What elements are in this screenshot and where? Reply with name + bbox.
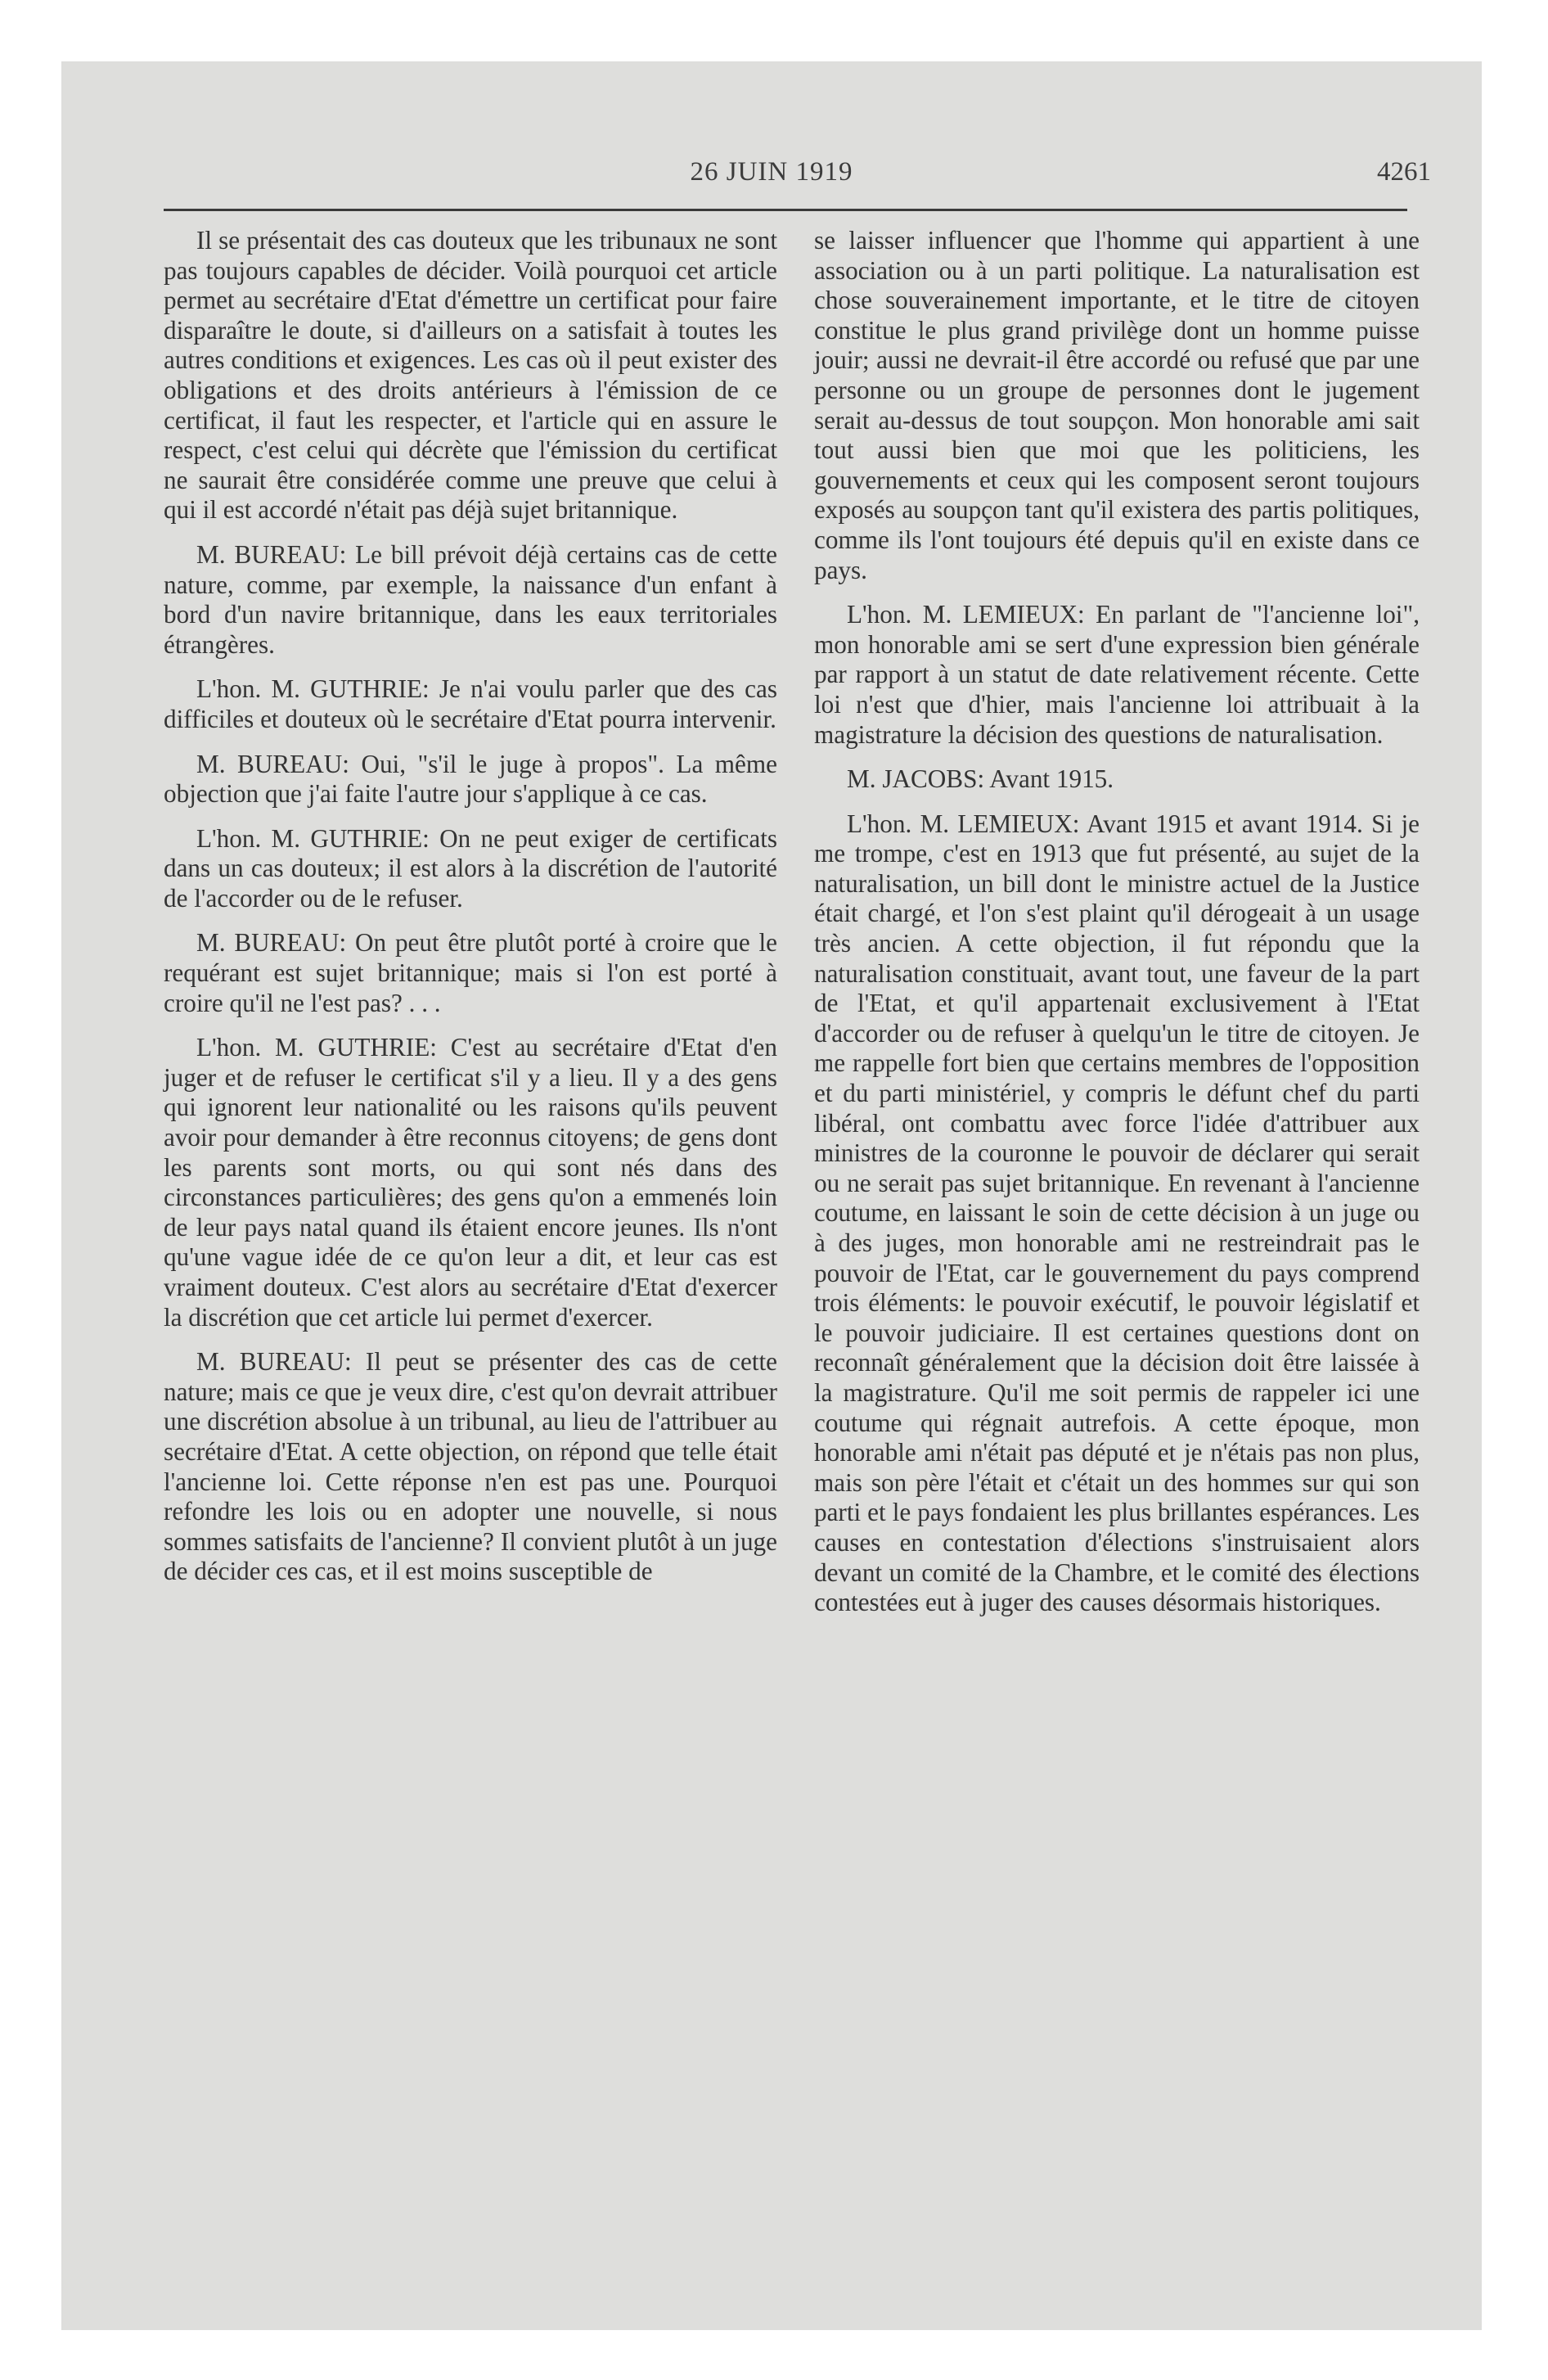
paragraph: L'hon. M. LEMIEUX: En parlant de "l'ancienne loi", mon honorable ami se sert d'une expression bien générale par rapport à un statut de date relativement récente. Cette loi n'est que d'hier, mais l'ancienne loi attribuait à la magistrature la décision des questions de naturalisation.	[814, 600, 1420, 749]
page-date: 26 JUIN 1919	[690, 157, 853, 187]
paragraph: M. BUREAU: Il peut se présenter des cas de cette nature; mais ce que je veux dire, c'est qu'on devrait attribuer une discrétion absolue à un tribunal, au lieu de l'attribuer au secrétaire d'Etat. A cette objection, on répond que telle était l'ancienne loi. Cette réponse n'en est pas une. Pourquoi refondre les lois ou en adopter une nouvelle, si nous sommes satisfaits de l'ancienne? Il convient plutôt à un juge de décider ces cas, et il est moins susceptible de	[164, 1347, 777, 1586]
paragraph: L'hon. M. GUTHRIE: Je n'ai voulu parler que des cas difficiles et douteux où le secrétaire d'Etat pourra intervenir.	[164, 674, 777, 733]
page-number: 4261	[1377, 157, 1431, 187]
left-column	[164, 226, 777, 1602]
paragraph: se laisser influencer que l'homme qui appartient à une association ou à un parti politique. La naturalisation est chose souverainement importante, et le titre de citoyen constitue le plus grand privilège dont un homme puisse jouir; aussi ne devrait-il être accordé ou refusé que par une personne ou un groupe de personnes dont le jugement serait au-dessus de tout soupçon. Mon honorable ami sait tout aussi bien que moi que les politiciens, les gouvernements et ceux qui les composent seront toujours exposés au soupçon tant qu'il existera des partis politiques, comme ils l'ont toujours été depuis qu'il en existe dans ce pays.	[814, 226, 1420, 584]
paragraph: L'hon. M. GUTHRIE: C'est au secrétaire d'Etat d'en juger et de refuser le certificat s'il y a lieu. Il y a des gens qui ignorent leur nationalité ou les raisons qu'ils peuvent avoir pour demander à être reconnus citoyens; de gens dont les parents sont morts, ou qui sont nés dans des circonstances particulières; des gens qu'on a emmenés loin de leur pays natal quand ils étaient encore jeunes. Ils n'ont qu'une vague idée de ce qu'on leur a dit, et leur cas est vraiment douteux. C'est alors au secrétaire d'Etat d'exercer la discrétion que cet article lui permet d'exercer.	[164, 1033, 777, 1332]
paragraph: Il se présentait des cas douteux que les tribunaux ne sont pas toujours capables de décider. Voilà pourquoi cet article permet au secrétaire d'Etat d'émettre un certificat pour faire disparaître le doute, si d'ailleurs on a satisfait à toutes les autres conditions et exigences. Les cas où il peut exister des obligations et des droits antérieurs à l'émission de ce certificat, il faut les respecter, et l'article qui en assure le respect, c'est celui qui décrète que l'émission du certificat ne saurait être considérée comme une preuve que celui à qui il est accordé n'était pas déjà sujet britannique.	[164, 226, 777, 525]
paragraph: M. BUREAU: On peut être plutôt porté à croire que le requérant est sujet britannique; mais si l'on est porté à croire qu'il ne l'est pas? . . .	[164, 928, 777, 1017]
right-column	[814, 226, 1420, 1633]
paragraph: L'hon. M. GUTHRIE: On ne peut exiger de certificats dans un cas douteux; il est alors à la discrétion de l'autorité de l'accorder ou de le refuser.	[164, 823, 777, 913]
page-header	[61, 88, 1482, 187]
paragraph: M. BUREAU: Le bill prévoit déjà certains cas de cette nature, comme, par exemple, la naissance d'un enfant à bord d'un navire britannique, dans les eaux territoriales étrangères.	[164, 539, 777, 659]
paragraph: M. JACOBS: Avant 1915.	[847, 764, 1114, 794]
paragraph: L'hon. M. LEMIEUX: Avant 1915 et avant 1914. Si je me trompe, c'est en 1913 que fut présenté, au sujet de la naturalisation, un bill dont le ministre actuel de la Justice était chargé, et l'on s'est plaint qu'il dérogeait à un usage très ancien. A cette objection, il fut répondu que la naturalisation constituait, avant tout, une faveur de la part de l'Etat, et qu'il appartenait exclusivement à l'Etat d'accorder ou de refuser à quelqu'un le titre de citoyen. Je me rappelle fort bien que certains membres de l'opposition et du parti ministériel, y compris le défunt chef du parti libéral, ont combattu avec force l'idée d'attribuer aux ministres de la couronne le pouvoir de déclarer qui serait ou ne serait pas sujet britannique. En revenant à l'ancienne coutume, en laissant le soin de cette décision à un juge ou à des juges, mon honorable ami ne restreindrait pas le pouvoir de l'Etat, car le gouvernement du pays comprend trois éléments: le pouvoir exécutif, le pouvoir législatif et le pouvoir judiciaire. Il est certaines questions dont on reconnaît généralement que la décision doit être laissée à la magistrature. Qu'il me soit permis de rappeler ici une coutume qui régnait autrefois. A cette époque, mon honorable ami n'était pas député et je n'étais pas non plus, mais son père l'était et c'était un des hommes sur qui son parti et le pays fondaient les plus brillantes espérances. Les causes en contestation d'élections s'instruisaient alors devant un comité de la Chambre, et le comité des élections contestées eut à juger des causes désormais historiques.	[814, 809, 1420, 1617]
paragraph: M. BUREAU: Oui, "s'il le juge à propos". La même objection que j'ai faite l'autre jour s'applique à ce cas.	[164, 749, 777, 809]
header-rule	[164, 209, 1407, 211]
